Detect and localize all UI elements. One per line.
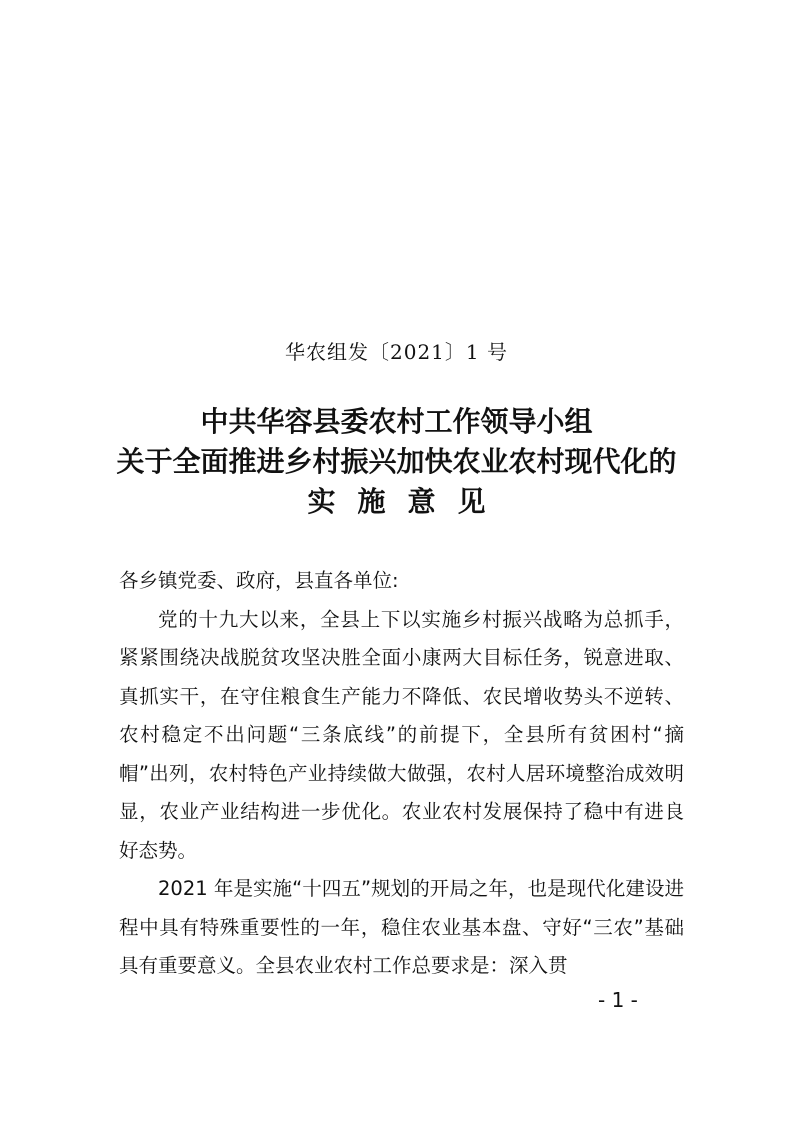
page-number: - 1 - [598,988,638,1012]
document-number: 华农组发〔2021〕1 号 [285,340,508,364]
title-line-2: 关于全面推进乡村振兴加快农业农村现代化的 [116,445,677,478]
salutation: 各乡镇党委、政府，县直各单位: [119,569,399,592]
title-line-3: 实施意见 [307,485,508,518]
paragraph-1: 党的十九大以来，全县上下以实施乡村振兴战略为总抓手，紧紧围绕决战脱贫攻坚决胜全面小康两大目标任务，锐意进取、真抓实干，在守住粮食生产能力不降低、农民增收势头不逆转、农村稳定不出问题“三条底线”的前提下，全县所有贫困村“摘帽”出列，农村特色产业持续做大做强，农村人居环境整治成效明显，农业产业结构进一步优化。农业农村发展保持了稳中有进良好态势。 [119,607,684,862]
document-body [119,562,684,986]
document-title [0,402,793,522]
title-line-1: 中共华容县委农村工作领导小组 [200,405,593,438]
paragraph-2: 2021 年是实施“十四五”规划的开局之年，也是现代化建设进程中具有特殊重要性的一年，稳住农业基本盘、守好“三农”基础具有重要意义。全县农业农村工作总要求是：深入贯 [119,877,684,977]
